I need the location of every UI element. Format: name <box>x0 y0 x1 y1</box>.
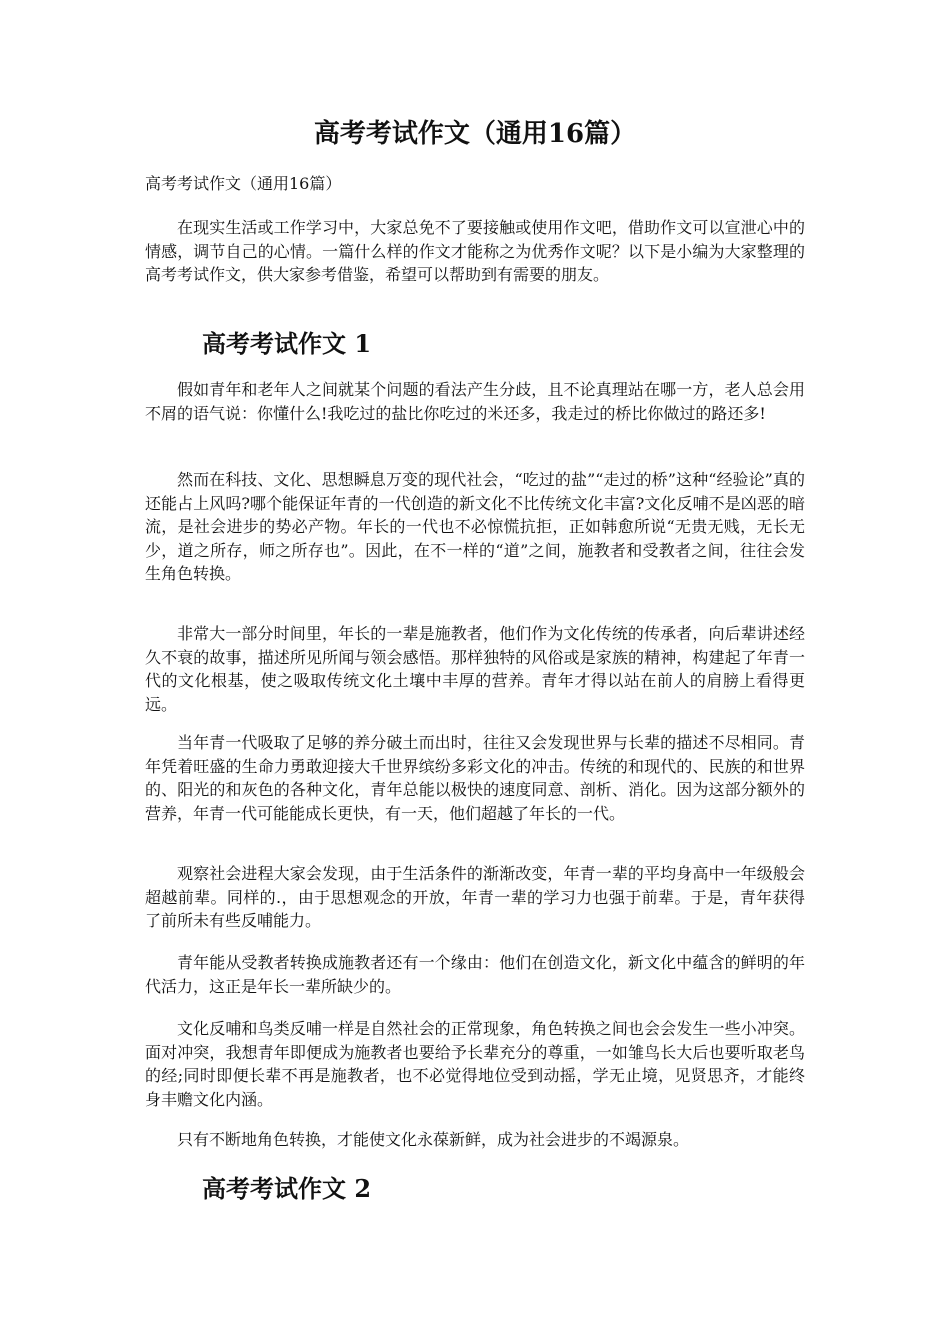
section-1-paragraph-4: 当年青一代吸取了足够的养分破土而出时，往往又会发现世界与长辈的描述不尽相同。青年凭着旺盛的生命力勇敢迎接大千世界缤纷多彩文化的冲击。传统的和现代的、民族的和世界的、阳光的和灰色的各种文化，青年总能以极快的速度同意、剖析、消化。因为这部分额外的营养，年青一代可能能成长更快，有一天，他们超越了年长的一代。 <box>145 733 805 823</box>
section-1-paragraph-7: 文化反哺和鸟类反哺一样是自然社会的正常现象，角色转换之间也会会发生一些小冲突。面对冲突，我想青年即便成为施教者也要给予长辈充分的尊重，一如雏鸟长大后也要听取老鸟的经;同时即便长辈不再是施教者，也不必觉得地位受到动摇，学无止境，见贤思齐，才能终身丰赡文化内涵。 <box>145 1019 805 1109</box>
section-1-paragraph-2: 然而在科技、文化、思想瞬息万变的现代社会，“吃过的盐”“走过的桥”这种“经验论”真的还能占上风吗?哪个能保证年青的一代创造的新文化不比传统文化丰富?文化反哺不是凶恶的暗流，是社会进步的势必产物。年长的一代也不必惊慌抗拒，正如韩愈所说“无贵无贱，无长无少，道之所存，师之所存也”。因此，在不一样的“道”之间，施教者和受教者之间，往往会发生角色转换。 <box>145 470 805 583</box>
intro-paragraph: 在现实生活或工作学习中，大家总免不了要接触或使用作文吧，借助作文可以宣泄心中的情感，调节自己的心情。一篇什么样的作文才能称之为优秀作文呢？以下是小编为大家整理的高考考试作文，供大家参考借鉴，希望可以帮助到有需要的朋友。 <box>145 218 805 284</box>
document-subtitle: 高考考试作文（通用16篇） <box>145 174 342 193</box>
document-title: 高考考试作文（通用16篇） <box>313 119 637 149</box>
section-1-paragraph-5: 观察社会进程大家会发现，由于生活条件的渐渐改变，年青一辈的平均身高中一年级般会超越前辈。同样的.，由于思想观念的开放，年青一辈的学习力也强于前辈。于是，青年获得了前所未有些反哺能力。 <box>145 864 805 930</box>
section-1-paragraph-6: 青年能从受教者转换成施教者还有一个缘由：他们在创造文化，新文化中蕴含的鲜明的年代活力，这正是年长一辈所缺少的。 <box>145 953 805 996</box>
section-heading-1: 高考考试作文 1 <box>202 329 372 358</box>
section-1-paragraph-1: 假如青年和老年人之间就某个问题的看法产生分歧，且不论真理站在哪一方，老人总会用不屑的语气说：你懂什么!我吃过的盐比你吃过的米还多，我走过的桥比你做过的路还多! <box>145 380 805 423</box>
section-heading-2: 高考考试作文 2 <box>202 1174 372 1203</box>
section-1-paragraph-8: 只有不断地角色转换，才能使文化永葆新鲜，成为社会进步的不竭源泉。 <box>177 1130 690 1149</box>
section-1-paragraph-3: 非常大一部分时间里，年长的一辈是施教者，他们作为文化传统的传承者，向后辈讲述经久不衰的故事，描述所见所闻与领会感悟。那样独特的风俗或是家族的精神，构建起了年青一代的文化根基，使之吸取传统文化土壤中丰厚的营养。青年才得以站在前人的肩膀上看得更远。 <box>145 624 805 714</box>
